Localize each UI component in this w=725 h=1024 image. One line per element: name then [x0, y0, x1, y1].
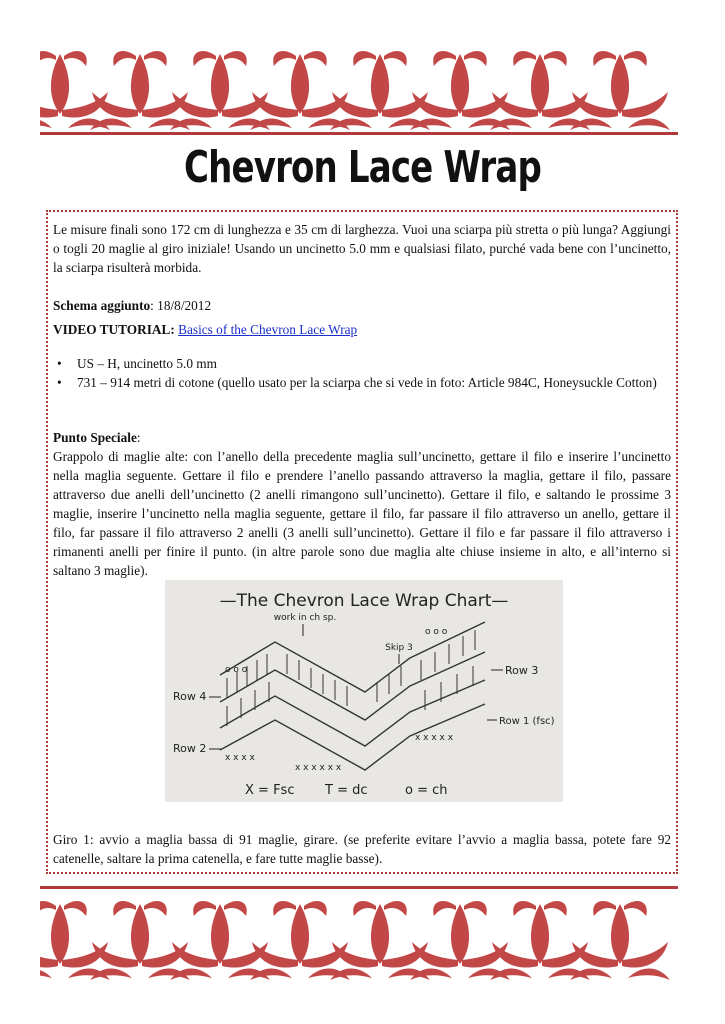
svg-text:x x x x: x x x x [225, 753, 255, 763]
svg-text:o o o: o o o [225, 665, 248, 675]
special-text: Grappolo di maglie alte: con l’anello della precedente maglia sull’uncinetto, gettare il filo e inserire l’uncinetto nella maglia seguente. Gettare il filo e prendere l’anello passando attraverso la maglia, gettare il filo, passare attraverso due anelli dell’uncinetto (2 anelli rimangono sull’uncinetto). Gettare il filo, e saltando le prossime 3 maglie, inserire l’uncinetto nella maglia seguente, gettare il filo, far passare il filo attraverso un anello, gettare il filo, far passare il filo attraverso 2 anelli (3 anelli sull’uncinetto). Gettare il filo e far passare il filo attraverso i rimanenti anelli per finire il punto. (in altre parole sono due maglia alte chiuse insieme in alto, e all’interno si saltano 3 maglie). [53, 449, 671, 578]
legend-dc: T = dc [325, 783, 368, 798]
video-label: VIDEO TUTORIAL [53, 322, 171, 337]
svg-text:x x x x x: x x x x x [415, 733, 454, 743]
chart-note-skip: Skip 3 [385, 643, 413, 653]
intro-paragraph: Le misure finali sono 172 cm di lunghezza e 35 cm di larghezza. Vuoi una sciarpa più stretta o più lunga? Aggiungi o togli 20 maglie al giro iniziale! Usando un uncinetto 5.0 mm e qualsiasi filato, purché vada bene con l’uncinetto, la sciarpa risulterà morbida. [53, 222, 671, 275]
chevron-chart-image [165, 580, 563, 802]
page-title: Chevron Lace Wrap [184, 142, 541, 193]
row4-label: Row 4 [173, 690, 207, 703]
top-decorative-border [40, 40, 678, 140]
schema-value: : 18/8/2012 [150, 298, 212, 313]
floral-border-icon [40, 40, 678, 140]
video-line [53, 320, 671, 339]
row2-label: Row 2 [173, 742, 207, 755]
schema-line [53, 296, 671, 315]
video-sep: : [170, 322, 179, 337]
floral-border-icon [40, 884, 678, 984]
video-tutorial-link[interactable]: Basics of the Chevron Lace Wrap [178, 322, 358, 337]
list-item: • US – H, uncinetto 5.0 mm [53, 354, 671, 373]
materials-list [53, 354, 671, 392]
svg-text:x x x x x x: x x x x x x [295, 763, 342, 773]
special-stitch-section: Punto Speciale: Grappolo di maglie alte: con l’anello della precedente maglia sull’uncinetto, gettare il filo e inserire l’uncinetto nella maglia seguente. Gettare il filo e prendere l’anello passando attraverso la maglia, gettare il filo, passare attraverso due anelli dell’uncinetto (2 anelli rimangono sull’uncinetto). Gettare il filo, e saltando le prossime 3 maglie, inserire l’uncinetto nella maglia seguente, gettare il filo, far passare il filo attraverso un anello, gettare il filo, far passare il filo attraverso 2 anelli (3 anelli sull’uncinetto). Gettare il filo e far passare il filo attraverso i rimanenti anelli per finire il punto. (in altre parole sono due maglia alte chiuse insieme in alto, e all’interno si saltano 3 maglie). [53, 430, 671, 578]
row1-label: Row 1 (fsc) [499, 716, 555, 727]
row3-label: Row 3 [505, 664, 539, 677]
schema-label: Schema aggiunto [53, 298, 151, 313]
svg-text:o o o: o o o [425, 627, 448, 637]
chart-note-work: work in ch sp. [273, 613, 337, 623]
crochet-chart-icon [165, 580, 563, 802]
legend-ch: o = ch [405, 783, 448, 798]
chart-title: —The Chevron Lace Wrap Chart— [219, 591, 509, 611]
list-item: • 731 – 914 metri di cotone (quello usato per la sciarpa che si vede in foto: Article 984C, Honeysuckle Cotton) [53, 373, 671, 392]
giro1-paragraph: Giro 1: avvio a maglia bassa di 91 maglie, girare. (se preferite evitare l’avvio a maglia bassa, potete fare 92 catenelle, saltare la prima catenella, e fare tutte maglie basse). [53, 832, 671, 866]
materials-list-wrap [53, 354, 671, 392]
legend-fsc: X = Fsc [245, 783, 295, 798]
bottom-decorative-border [40, 884, 678, 984]
special-label: Punto Speciale [53, 430, 137, 445]
